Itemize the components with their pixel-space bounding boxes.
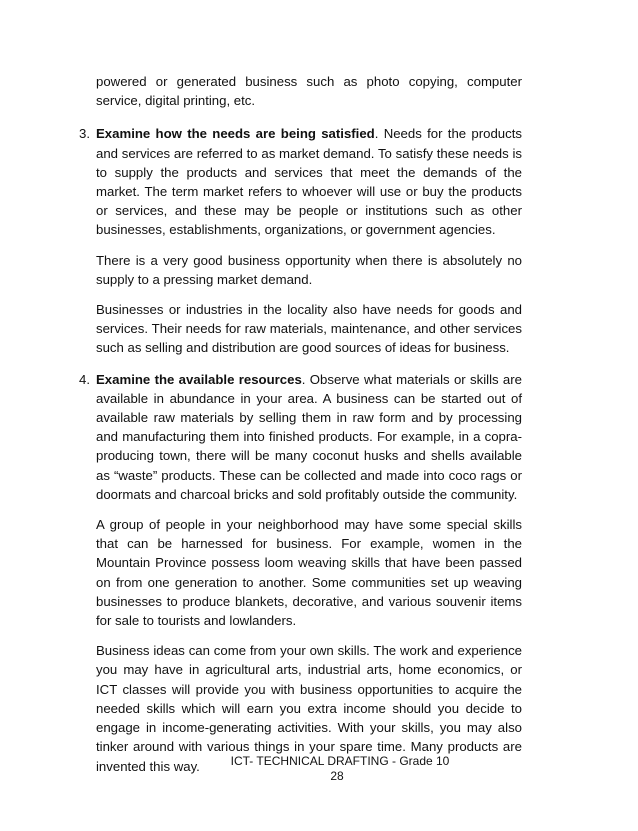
list-item-number: 4. — [79, 371, 90, 387]
continuation-paragraph: powered or generated business such as photo copying, computer service, digital printing, etc. — [96, 74, 522, 109]
list-item-paragraph: Businesses or industries in the locality also have needs for goods and services. Their needs for raw materials, maintenance, and other services such as selling and distribution are good sources of ideas for business. — [96, 302, 522, 356]
page-number: 28 — [330, 769, 344, 783]
document-body — [79, 72, 522, 788]
footer-title: ICT- TECHNICAL DRAFTING - Grade 10 — [230, 754, 450, 768]
list-item-lead-text: . Observe what materials or skills are available in abundance in your area. A business can be started out of available raw materials by selling them in raw form and by processing and manufacturing them into finished products. For example, in a copra-producing town, there will be many coconut husks and shells available as “waste” products. These can be collected and made into coco rags or doormats and charcoal bricks and sold profitably outside the community. — [96, 371, 522, 502]
list-item-number: 3. — [79, 126, 90, 142]
list-item-lead-paragraph — [96, 370, 522, 504]
list-item-paragraph: There is a very good business opportunity when there is absolutely no supply to a pressing market demand. — [96, 252, 522, 287]
list-item-3 — [79, 124, 522, 357]
list-item-heading: Examine the available resources — [96, 371, 302, 387]
list-item-lead-text: . Needs for the products and services are referred to as market demand. To satisfy these needs is to supply the products and services that meet the demands of the market. The term market refers to whoever will use or buy the products or services, and these may be people or institutions such as other businesses, establishments, organizations, or government agencies. — [96, 126, 522, 238]
page-footer — [0, 754, 638, 784]
list-item-lead-paragraph — [96, 124, 522, 239]
list-item-paragraph: Business ideas can come from your own skills. The work and experience you may have in agricultural arts, industrial arts, home economics, or ICT classes will provide you with business opportunities to acquire the needed skills which will earn you extra income should you decide to engage in income-generating activities. With your skills, you may also tinker around with various things in your spare time. Many products are invented this way. — [96, 643, 522, 774]
list-item-4 — [79, 370, 522, 776]
list-item-paragraph: A group of people in your neighborhood may have some special skills that can be harnessed for business. For example, women in the Mountain Province possess loom weaving skills that have been passed on from one generation to another. Some communities set up weaving businesses to produce blankets, decorative, and various souvenir items for sale to tourists and lowlanders. — [96, 517, 522, 629]
list-item-heading: Examine how the needs are being satisfied — [96, 126, 375, 142]
